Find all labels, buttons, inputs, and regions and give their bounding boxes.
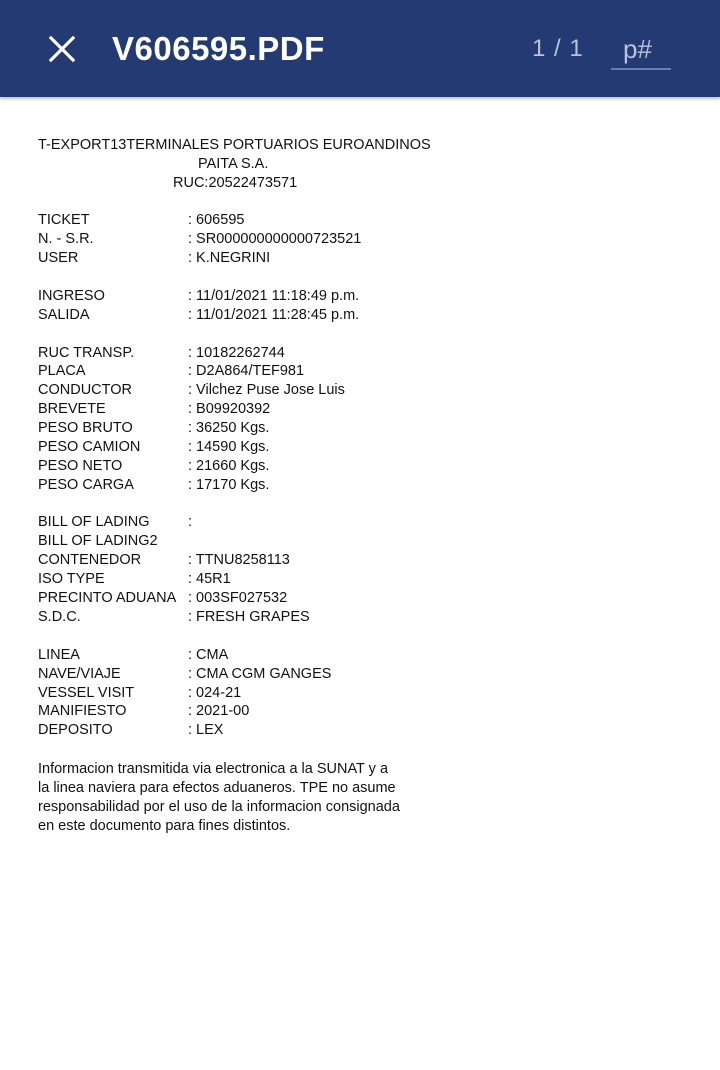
field-value: : D2A864/TEF981	[188, 363, 305, 379]
field-value: : 14590 Kgs.	[188, 439, 270, 455]
field-label: BILL OF LADING	[38, 514, 150, 530]
field-value: : K.NEGRINI	[188, 250, 271, 266]
field-label: PLACA	[38, 363, 86, 379]
field-label: BILL OF LADING2	[38, 533, 158, 549]
field-label: BREVETE	[38, 401, 106, 417]
field-value: : CMA	[188, 647, 229, 663]
header-company-suffix: PAITA S.A.	[198, 156, 269, 172]
page-number-input[interactable]	[611, 30, 671, 70]
field-label: RUC TRANSP.	[38, 345, 135, 361]
field-value: : 45R1	[188, 571, 231, 587]
field-value: : Vilchez Puse Jose Luis	[188, 382, 345, 398]
field-label: N. - S.R.	[38, 231, 94, 247]
field-label: ISO TYPE	[38, 571, 105, 587]
field-label: CONDUCTOR	[38, 382, 132, 398]
field-label: SALIDA	[38, 307, 90, 323]
field-value: : CMA CGM GANGES	[188, 666, 332, 682]
field-value: : 024-21	[188, 685, 242, 701]
field-value: : TTNU8258113	[188, 552, 290, 568]
field-value: :	[188, 514, 193, 530]
field-label: DEPOSITO	[38, 722, 113, 738]
field-value: : 36250 Kgs.	[188, 420, 270, 436]
field-value: : 17170 Kgs.	[188, 477, 270, 493]
field-label: TICKET	[38, 212, 90, 228]
app-toolbar	[0, 0, 720, 97]
header-ruc: RUC:20522473571	[173, 175, 298, 191]
close-icon	[40, 27, 84, 71]
field-label: PRECINTO ADUANA	[38, 590, 177, 606]
disclaimer-text: Informacion transmitida via electronica a la SUNAT y a la linea naviera para efectos aduaneros. TPE no asume responsabilidad por el uso de la informacion consignada en este documento para fines distintos.	[38, 761, 400, 834]
field-value: : FRESH GRAPES	[188, 609, 310, 625]
field-label: PESO CAMION	[38, 439, 141, 455]
field-label: S.D.C.	[38, 609, 81, 625]
field-label: USER	[38, 250, 79, 266]
field-label: LINEA	[38, 647, 80, 663]
field-label: PESO BRUTO	[38, 420, 133, 436]
field-value: : B09920392	[188, 401, 271, 417]
field-value: : 10182262744	[188, 345, 285, 361]
field-value: : 21660 Kgs.	[188, 458, 270, 474]
close-button[interactable]	[40, 27, 84, 71]
field-value: : LEX	[188, 722, 224, 738]
field-label: VESSEL VISIT	[38, 685, 135, 701]
field-label: CONTENEDOR	[38, 552, 142, 568]
field-label: MANIFIESTO	[38, 703, 127, 719]
field-value: : SR000000000000723521	[188, 231, 362, 247]
field-value: : 11/01/2021 11:18:49 p.m.	[188, 288, 360, 304]
field-label: INGRESO	[38, 288, 105, 304]
field-value: : 606595	[188, 212, 245, 228]
document-title: V606595.PDF	[112, 30, 325, 67]
page-indicator: 1 / 1	[532, 35, 584, 62]
field-label: PESO NETO	[38, 458, 123, 474]
header-company: T-EXPORT13TERMINALES PORTUARIOS EUROANDINOS	[38, 137, 431, 153]
field-label: NAVE/VIAJE	[38, 666, 121, 682]
pdf-page	[0, 97, 720, 1070]
field-label: PESO CARGA	[38, 477, 134, 493]
field-value: : 2021-00	[188, 703, 250, 719]
field-value: : 11/01/2021 11:28:45 p.m.	[188, 307, 360, 323]
field-value: : 003SF027532	[188, 590, 288, 606]
